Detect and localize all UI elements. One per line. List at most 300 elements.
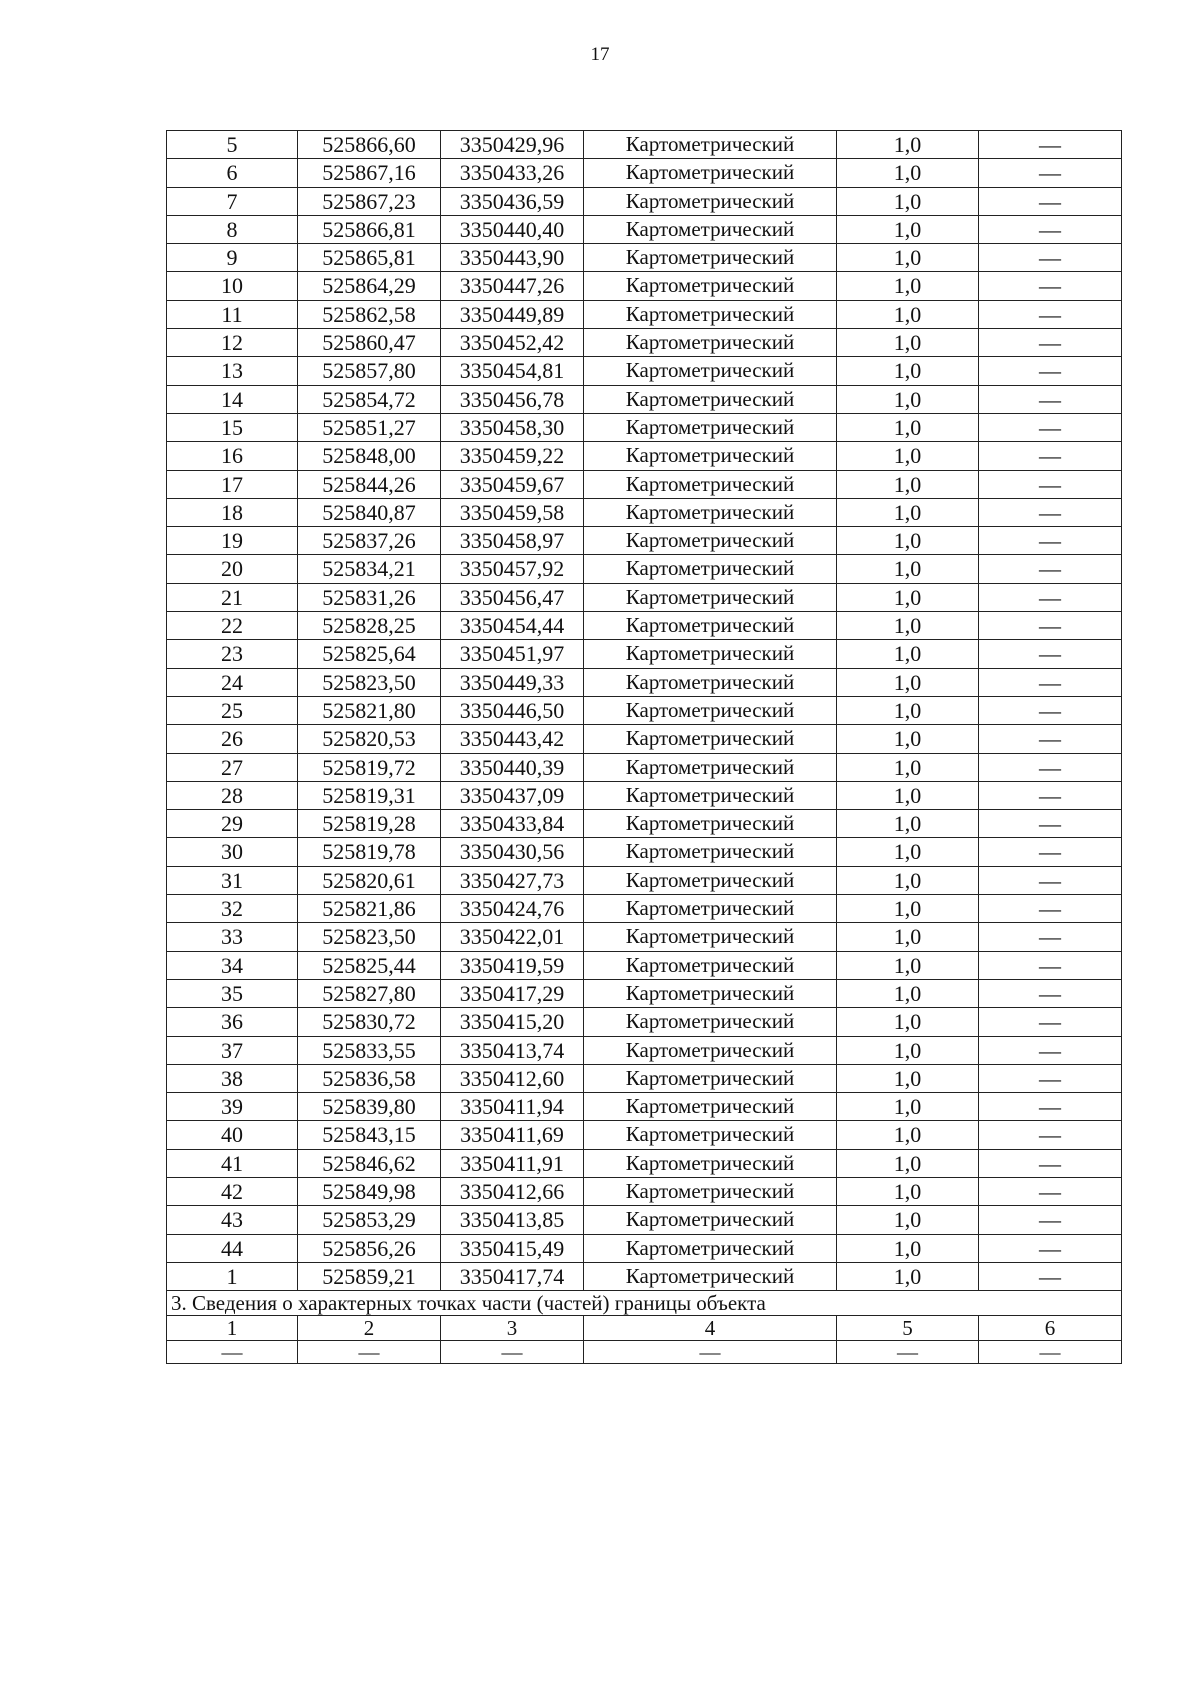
method-cell: Картометрический: [584, 1234, 837, 1262]
x-coordinate-cell: 525866,60: [298, 131, 441, 159]
point-number-cell: 22: [167, 612, 298, 640]
x-coordinate-cell: 525846,62: [298, 1149, 441, 1177]
note-cell: —: [979, 1149, 1122, 1177]
method-cell: Картометрический: [584, 810, 837, 838]
method-cell: Картометрический: [584, 612, 837, 640]
x-coordinate-cell: 525848,00: [298, 442, 441, 470]
accuracy-cell: 1,0: [837, 753, 979, 781]
note-cell: —: [979, 244, 1122, 272]
note-cell: —: [979, 1234, 1122, 1262]
note-cell: —: [979, 951, 1122, 979]
point-number-cell: 42: [167, 1177, 298, 1205]
accuracy-cell: 1,0: [837, 385, 979, 413]
x-coordinate-cell: 525854,72: [298, 385, 441, 413]
x-coordinate-cell: 525823,50: [298, 923, 441, 951]
x-coordinate-cell: 525819,31: [298, 781, 441, 809]
note-cell: —: [979, 696, 1122, 724]
column-number: 3: [441, 1316, 584, 1341]
accuracy-cell: 1,0: [837, 1093, 979, 1121]
note-cell: —: [979, 300, 1122, 328]
table-row: [167, 1149, 1122, 1177]
accuracy-cell: 1,0: [837, 951, 979, 979]
note-cell: —: [979, 131, 1122, 159]
method-cell: Картометрический: [584, 866, 837, 894]
y-coordinate-cell: 3350412,66: [441, 1177, 584, 1205]
x-coordinate-cell: 525860,47: [298, 329, 441, 357]
y-coordinate-cell: 3350417,29: [441, 979, 584, 1007]
table-row: [167, 781, 1122, 809]
accuracy-cell: 1,0: [837, 1177, 979, 1205]
accuracy-cell: 1,0: [837, 979, 979, 1007]
note-cell: —: [979, 527, 1122, 555]
table-row: [167, 442, 1122, 470]
note-cell: —: [979, 1093, 1122, 1121]
y-coordinate-cell: 3350417,74: [441, 1262, 584, 1290]
accuracy-cell: 1,0: [837, 1262, 979, 1290]
accuracy-cell: 1,0: [837, 1064, 979, 1092]
y-coordinate-cell: 3350458,30: [441, 413, 584, 441]
point-number-cell: 31: [167, 866, 298, 894]
method-cell: Картометрический: [584, 753, 837, 781]
y-coordinate-cell: 3350443,42: [441, 725, 584, 753]
method-cell: Картометрический: [584, 640, 837, 668]
y-coordinate-cell: 3350459,58: [441, 498, 584, 526]
y-coordinate-cell: 3350430,56: [441, 838, 584, 866]
points-table-body: [167, 131, 1122, 1291]
empty-cell: —: [441, 1341, 584, 1364]
point-number-cell: 20: [167, 555, 298, 583]
accuracy-cell: 1,0: [837, 1234, 979, 1262]
y-coordinate-cell: 3350436,59: [441, 187, 584, 215]
x-coordinate-cell: 525821,80: [298, 696, 441, 724]
accuracy-cell: 1,0: [837, 696, 979, 724]
point-number-cell: 38: [167, 1064, 298, 1092]
x-coordinate-cell: 525827,80: [298, 979, 441, 1007]
table-row: [167, 329, 1122, 357]
method-cell: Картометрический: [584, 668, 837, 696]
x-coordinate-cell: 525825,64: [298, 640, 441, 668]
point-number-cell: 35: [167, 979, 298, 1007]
point-number-cell: 28: [167, 781, 298, 809]
note-cell: —: [979, 640, 1122, 668]
method-cell: Картометрический: [584, 583, 837, 611]
y-coordinate-cell: 3350446,50: [441, 696, 584, 724]
note-cell: —: [979, 470, 1122, 498]
method-cell: Картометрический: [584, 470, 837, 498]
table-row: [167, 413, 1122, 441]
y-coordinate-cell: 3350429,96: [441, 131, 584, 159]
section3-title-row: [167, 1291, 1122, 1316]
point-number-cell: 32: [167, 895, 298, 923]
method-cell: Картометрический: [584, 131, 837, 159]
accuracy-cell: 1,0: [837, 640, 979, 668]
empty-cell: —: [298, 1341, 441, 1364]
x-coordinate-cell: 525831,26: [298, 583, 441, 611]
table-row: [167, 1177, 1122, 1205]
accuracy-cell: 1,0: [837, 131, 979, 159]
y-coordinate-cell: 3350443,90: [441, 244, 584, 272]
x-coordinate-cell: 525843,15: [298, 1121, 441, 1149]
accuracy-cell: 1,0: [837, 470, 979, 498]
method-cell: Картометрический: [584, 1262, 837, 1290]
point-number-cell: 17: [167, 470, 298, 498]
y-coordinate-cell: 3350449,89: [441, 300, 584, 328]
table-row: [167, 583, 1122, 611]
point-number-cell: 10: [167, 272, 298, 300]
x-coordinate-cell: 525819,78: [298, 838, 441, 866]
x-coordinate-cell: 525830,72: [298, 1008, 441, 1036]
point-number-cell: 18: [167, 498, 298, 526]
accuracy-cell: 1,0: [837, 810, 979, 838]
point-number-cell: 13: [167, 357, 298, 385]
y-coordinate-cell: 3350457,92: [441, 555, 584, 583]
method-cell: Картометрический: [584, 895, 837, 923]
accuracy-cell: 1,0: [837, 895, 979, 923]
accuracy-cell: 1,0: [837, 1008, 979, 1036]
note-cell: —: [979, 838, 1122, 866]
table-row: [167, 244, 1122, 272]
section3-empty-row: [167, 1341, 1122, 1364]
note-cell: —: [979, 583, 1122, 611]
method-cell: Картометрический: [584, 357, 837, 385]
point-number-cell: 43: [167, 1206, 298, 1234]
accuracy-cell: 1,0: [837, 923, 979, 951]
method-cell: Картометрический: [584, 244, 837, 272]
table-row: [167, 272, 1122, 300]
note-cell: —: [979, 1177, 1122, 1205]
x-coordinate-cell: 525828,25: [298, 612, 441, 640]
empty-cell: —: [837, 1341, 979, 1364]
accuracy-cell: 1,0: [837, 781, 979, 809]
table-row: [167, 866, 1122, 894]
point-number-cell: 7: [167, 187, 298, 215]
accuracy-cell: 1,0: [837, 1121, 979, 1149]
note-cell: —: [979, 895, 1122, 923]
accuracy-cell: 1,0: [837, 612, 979, 640]
accuracy-cell: 1,0: [837, 725, 979, 753]
point-number-cell: 30: [167, 838, 298, 866]
point-number-cell: 26: [167, 725, 298, 753]
note-cell: —: [979, 159, 1122, 187]
y-coordinate-cell: 3350459,22: [441, 442, 584, 470]
table-row: [167, 159, 1122, 187]
point-number-cell: 5: [167, 131, 298, 159]
point-number-cell: 6: [167, 159, 298, 187]
table-row: [167, 951, 1122, 979]
x-coordinate-cell: 525833,55: [298, 1036, 441, 1064]
accuracy-cell: 1,0: [837, 583, 979, 611]
table-row: [167, 668, 1122, 696]
accuracy-cell: 1,0: [837, 442, 979, 470]
note-cell: —: [979, 668, 1122, 696]
method-cell: Картометрический: [584, 555, 837, 583]
section3-body: [167, 1291, 1122, 1364]
table-row: [167, 385, 1122, 413]
table-row: [167, 979, 1122, 1007]
accuracy-cell: 1,0: [837, 272, 979, 300]
y-coordinate-cell: 3350427,73: [441, 866, 584, 894]
column-number: 5: [837, 1316, 979, 1341]
point-number-cell: 14: [167, 385, 298, 413]
y-coordinate-cell: 3350413,85: [441, 1206, 584, 1234]
method-cell: Картометрический: [584, 781, 837, 809]
section3-column-numbers-row: [167, 1316, 1122, 1341]
x-coordinate-cell: 525819,28: [298, 810, 441, 838]
table-row: [167, 187, 1122, 215]
x-coordinate-cell: 525844,26: [298, 470, 441, 498]
note-cell: —: [979, 1008, 1122, 1036]
table-row: [167, 1262, 1122, 1290]
y-coordinate-cell: 3350419,59: [441, 951, 584, 979]
note-cell: —: [979, 498, 1122, 526]
method-cell: Картометрический: [584, 696, 837, 724]
x-coordinate-cell: 525825,44: [298, 951, 441, 979]
table-row: [167, 1206, 1122, 1234]
table-row: [167, 1093, 1122, 1121]
method-cell: Картометрический: [584, 1008, 837, 1036]
accuracy-cell: 1,0: [837, 1036, 979, 1064]
table-row: [167, 612, 1122, 640]
accuracy-cell: 1,0: [837, 215, 979, 243]
x-coordinate-cell: 525859,21: [298, 1262, 441, 1290]
y-coordinate-cell: 3350411,94: [441, 1093, 584, 1121]
note-cell: —: [979, 442, 1122, 470]
y-coordinate-cell: 3350454,44: [441, 612, 584, 640]
x-coordinate-cell: 525851,27: [298, 413, 441, 441]
section3-title: 3. Сведения о характерных точках части (частей) границы объекта: [167, 1291, 1122, 1316]
point-number-cell: 19: [167, 527, 298, 555]
accuracy-cell: 1,0: [837, 329, 979, 357]
point-number-cell: 36: [167, 1008, 298, 1036]
method-cell: Картометрический: [584, 1149, 837, 1177]
table-row: [167, 527, 1122, 555]
x-coordinate-cell: 525857,80: [298, 357, 441, 385]
y-coordinate-cell: 3350454,81: [441, 357, 584, 385]
note-cell: —: [979, 1036, 1122, 1064]
note-cell: —: [979, 923, 1122, 951]
y-coordinate-cell: 3350440,40: [441, 215, 584, 243]
point-number-cell: 40: [167, 1121, 298, 1149]
column-number: 1: [167, 1316, 298, 1341]
point-number-cell: 12: [167, 329, 298, 357]
note-cell: —: [979, 753, 1122, 781]
note-cell: —: [979, 810, 1122, 838]
table-row: [167, 470, 1122, 498]
method-cell: Картометрический: [584, 1177, 837, 1205]
method-cell: Картометрический: [584, 187, 837, 215]
accuracy-cell: 1,0: [837, 1149, 979, 1177]
accuracy-cell: 1,0: [837, 668, 979, 696]
table-row: [167, 640, 1122, 668]
method-cell: Картометрический: [584, 527, 837, 555]
note-cell: —: [979, 866, 1122, 894]
page-number: 17: [590, 44, 610, 65]
accuracy-cell: 1,0: [837, 555, 979, 583]
x-coordinate-cell: 525820,61: [298, 866, 441, 894]
note-cell: —: [979, 272, 1122, 300]
y-coordinate-cell: 3350459,67: [441, 470, 584, 498]
point-number-cell: 8: [167, 215, 298, 243]
table-row: [167, 215, 1122, 243]
x-coordinate-cell: 525865,81: [298, 244, 441, 272]
column-number: 4: [584, 1316, 837, 1341]
note-cell: —: [979, 215, 1122, 243]
column-number: 6: [979, 1316, 1122, 1341]
method-cell: Картометрический: [584, 159, 837, 187]
method-cell: Картометрический: [584, 838, 837, 866]
method-cell: Картометрический: [584, 1064, 837, 1092]
method-cell: Картометрический: [584, 272, 837, 300]
accuracy-cell: 1,0: [837, 866, 979, 894]
empty-cell: —: [584, 1341, 837, 1364]
method-cell: Картометрический: [584, 979, 837, 1007]
x-coordinate-cell: 525849,98: [298, 1177, 441, 1205]
table-row: [167, 753, 1122, 781]
x-coordinate-cell: 525867,16: [298, 159, 441, 187]
table-row: [167, 555, 1122, 583]
point-number-cell: 29: [167, 810, 298, 838]
table-row: [167, 498, 1122, 526]
accuracy-cell: 1,0: [837, 1206, 979, 1234]
accuracy-cell: 1,0: [837, 244, 979, 272]
method-cell: Картометрический: [584, 1121, 837, 1149]
x-coordinate-cell: 525862,58: [298, 300, 441, 328]
method-cell: Картометрический: [584, 385, 837, 413]
note-cell: —: [979, 979, 1122, 1007]
column-number: 2: [298, 1316, 441, 1341]
method-cell: Картометрический: [584, 951, 837, 979]
accuracy-cell: 1,0: [837, 498, 979, 526]
point-number-cell: 44: [167, 1234, 298, 1262]
note-cell: —: [979, 555, 1122, 583]
note-cell: —: [979, 1206, 1122, 1234]
accuracy-cell: 1,0: [837, 413, 979, 441]
table-row: [167, 696, 1122, 724]
point-number-cell: 24: [167, 668, 298, 696]
y-coordinate-cell: 3350415,49: [441, 1234, 584, 1262]
y-coordinate-cell: 3350413,74: [441, 1036, 584, 1064]
table-row: [167, 895, 1122, 923]
y-coordinate-cell: 3350452,42: [441, 329, 584, 357]
boundary-points-table: [166, 130, 1122, 1364]
method-cell: Картометрический: [584, 498, 837, 526]
x-coordinate-cell: 525819,72: [298, 753, 441, 781]
y-coordinate-cell: 3350433,26: [441, 159, 584, 187]
x-coordinate-cell: 525864,29: [298, 272, 441, 300]
point-number-cell: 21: [167, 583, 298, 611]
y-coordinate-cell: 3350411,91: [441, 1149, 584, 1177]
empty-cell: —: [167, 1341, 298, 1364]
table-row: [167, 1234, 1122, 1262]
empty-cell: —: [979, 1341, 1122, 1364]
y-coordinate-cell: 3350451,97: [441, 640, 584, 668]
note-cell: —: [979, 612, 1122, 640]
table-row: [167, 810, 1122, 838]
point-number-cell: 34: [167, 951, 298, 979]
method-cell: Картометрический: [584, 923, 837, 951]
accuracy-cell: 1,0: [837, 357, 979, 385]
table-row: [167, 1064, 1122, 1092]
note-cell: —: [979, 1121, 1122, 1149]
table-row: [167, 838, 1122, 866]
point-number-cell: 33: [167, 923, 298, 951]
note-cell: —: [979, 329, 1122, 357]
table-row: [167, 131, 1122, 159]
note-cell: —: [979, 413, 1122, 441]
y-coordinate-cell: 3350458,97: [441, 527, 584, 555]
x-coordinate-cell: 525839,80: [298, 1093, 441, 1121]
method-cell: Картометрический: [584, 215, 837, 243]
note-cell: —: [979, 725, 1122, 753]
method-cell: Картометрический: [584, 1036, 837, 1064]
note-cell: —: [979, 385, 1122, 413]
y-coordinate-cell: 3350412,60: [441, 1064, 584, 1092]
method-cell: Картометрический: [584, 300, 837, 328]
accuracy-cell: 1,0: [837, 159, 979, 187]
table-row: [167, 300, 1122, 328]
y-coordinate-cell: 3350433,84: [441, 810, 584, 838]
x-coordinate-cell: 525867,23: [298, 187, 441, 215]
note-cell: —: [979, 1262, 1122, 1290]
point-number-cell: 1: [167, 1262, 298, 1290]
y-coordinate-cell: 3350437,09: [441, 781, 584, 809]
x-coordinate-cell: 525821,86: [298, 895, 441, 923]
table-row: [167, 357, 1122, 385]
point-number-cell: 9: [167, 244, 298, 272]
method-cell: Картометрический: [584, 442, 837, 470]
table-row: [167, 1121, 1122, 1149]
y-coordinate-cell: 3350447,26: [441, 272, 584, 300]
x-coordinate-cell: 525836,58: [298, 1064, 441, 1092]
accuracy-cell: 1,0: [837, 527, 979, 555]
method-cell: Картометрический: [584, 413, 837, 441]
x-coordinate-cell: 525834,21: [298, 555, 441, 583]
accuracy-cell: 1,0: [837, 187, 979, 215]
point-number-cell: 37: [167, 1036, 298, 1064]
method-cell: Картометрический: [584, 1093, 837, 1121]
note-cell: —: [979, 357, 1122, 385]
x-coordinate-cell: 525820,53: [298, 725, 441, 753]
y-coordinate-cell: 3350456,78: [441, 385, 584, 413]
point-number-cell: 41: [167, 1149, 298, 1177]
method-cell: Картометрический: [584, 1206, 837, 1234]
method-cell: Картометрический: [584, 725, 837, 753]
y-coordinate-cell: 3350440,39: [441, 753, 584, 781]
y-coordinate-cell: 3350411,69: [441, 1121, 584, 1149]
point-number-cell: 16: [167, 442, 298, 470]
y-coordinate-cell: 3350415,20: [441, 1008, 584, 1036]
point-number-cell: 11: [167, 300, 298, 328]
x-coordinate-cell: 525853,29: [298, 1206, 441, 1234]
method-cell: Картометрический: [584, 329, 837, 357]
y-coordinate-cell: 3350456,47: [441, 583, 584, 611]
x-coordinate-cell: 525823,50: [298, 668, 441, 696]
x-coordinate-cell: 525837,26: [298, 527, 441, 555]
y-coordinate-cell: 3350424,76: [441, 895, 584, 923]
accuracy-cell: 1,0: [837, 300, 979, 328]
accuracy-cell: 1,0: [837, 838, 979, 866]
point-number-cell: 39: [167, 1093, 298, 1121]
table-row: [167, 923, 1122, 951]
note-cell: —: [979, 781, 1122, 809]
point-number-cell: 27: [167, 753, 298, 781]
note-cell: —: [979, 187, 1122, 215]
y-coordinate-cell: 3350449,33: [441, 668, 584, 696]
point-number-cell: 15: [167, 413, 298, 441]
x-coordinate-cell: 525840,87: [298, 498, 441, 526]
table-row: [167, 1008, 1122, 1036]
point-number-cell: 25: [167, 696, 298, 724]
